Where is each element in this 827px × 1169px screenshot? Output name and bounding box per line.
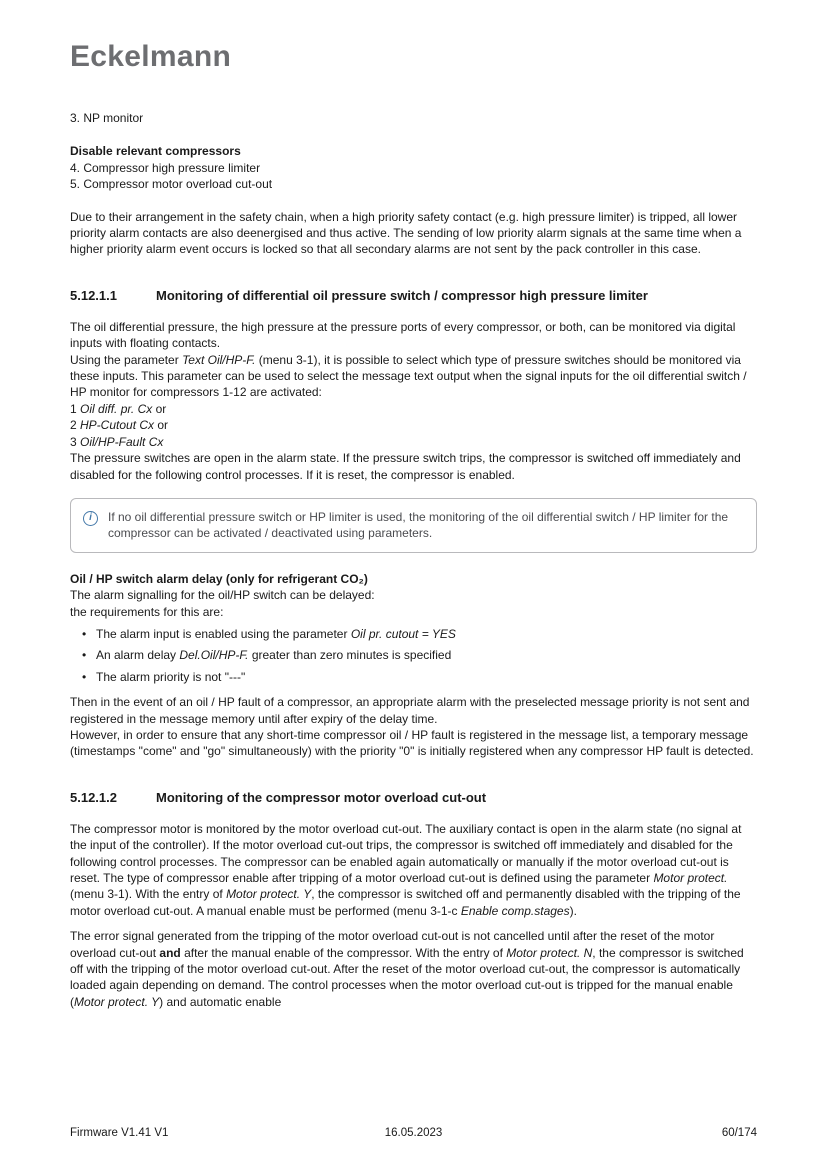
delay-paragraph-2: However, in order to ensure that any short-time compressor oil / HP fault is registered in the message list, a temporary message (timestamps "come" and "go" simultaneously) with the priority "0" is initially registered when any compressor HP fault is detected. — [70, 727, 754, 759]
section-title: Monitoring of differential oil pressure switch / compressor high pressure limiter — [156, 287, 648, 303]
info-note-box — [70, 498, 757, 553]
eckelmann-logo: Eckelmann — [70, 40, 232, 73]
oil-pressure-paragraph-2: Using the parameter Text Oil/HP-F. (menu 3-1), it is possible to select which type of pressure switches should be monitored via these inputs. This parameter can be used to select the message text output when the signal inputs for the oil differential switch / HP monitor for compressors 1-12 are activated: — [70, 352, 747, 400]
footer-firmware-version: Firmware V1.41 V1 — [70, 1126, 169, 1139]
message-option-1: 1 Oil diff. pr. Cx or — [70, 401, 167, 416]
motor-overload-paragraph-2: The error signal generated from the tripping of the motor overload cut-out is not cancelled until after the reset of the motor overload cut-out and after the manual enable of the compressor. With the entry of Motor protect. N, the compressor is switched off with the tripping of the motor overload cut-out. After the reset of the motor overload cut-out, the compressor is automatically loaded again depending on demand. The control processes when the motor overload cut-out is tripped for the manual enable (Motor protect. Y) and automatic enable — [70, 929, 744, 1009]
list-item — [70, 647, 757, 663]
bullet-icon: • — [82, 648, 87, 663]
disable-compressors-heading: Disable relevant compressors — [70, 144, 241, 159]
requirements-list — [70, 626, 757, 685]
safety-chain-paragraph: Due to their arrangement in the safety chain, when a high priority safety contact (e.g. high pressure limiter) is tripped, all lower priority alarm contacts are also deenergised and thus active. The sending of low priority alarm signals at the same time when a higher priority alarm event occurs is locked so that all secondary alarms are not sent by the pack controller in this case. — [70, 209, 742, 257]
section-number: 5.12.1.2 — [70, 789, 117, 805]
footer-date: 16.05.2023 — [384, 1126, 443, 1139]
bullet-icon: • — [82, 626, 87, 641]
page-footer — [70, 1125, 757, 1141]
info-note-text: If no oil differential pressure switch or HP limiter is used, the monitoring of the oil differential switch / HP limiter for the compressor can be activated / deactivated using parameters. — [108, 509, 729, 541]
list-item — [70, 626, 757, 642]
section-heading-5-12-1-1 — [70, 287, 757, 304]
oil-pressure-paragraph-1: The oil differential pressure, the high pressure at the pressure ports of every compressor, or both, can be monitored via digital inputs with floating contacts. — [70, 319, 736, 351]
message-option-2: 2 HP-Cutout Cx or — [70, 418, 169, 433]
motor-overload-paragraph-1: The compressor motor is monitored by the motor overload cut-out. The auxiliary contact is open in the alarm state (no signal at the input of the controller). If the motor overload cut-out trips, the compressor is switched off immediately and disabled for the following control processes. The compressor can be enabled again automatically or manually if the motor overload cut-out is reset. The type of compressor enable after tripping of a motor overload cut-out is defined using the parameter Motor protect. (menu 3-1). With the entry of Motor protect. Y, the compressor is switched off and permanently disabled with the tripping of the motor overload cut-out. A manual enable must be performed (menu 3-1-c Enable comp.stages). — [70, 821, 742, 918]
delay-paragraph-1: Then in the event of an oil / HP fault of a compressor, an appropriate alarm with the preselected message priority is not sent and registered in the message memory until after expiry of the delay time. — [70, 695, 750, 726]
alarm-delay-line-1: The alarm signalling for the oil/HP switch can be delayed: — [70, 588, 375, 603]
list-item-4: 4. Compressor high pressure limiter — [70, 160, 261, 175]
section-title: Monitoring of the compressor motor overload cut-out — [156, 789, 487, 805]
np-monitor-item: 3. NP monitor — [70, 111, 144, 125]
list-item-text: The alarm input is enabled using the parameter Oil pr. cutout = YES — [96, 626, 456, 641]
message-option-3: 3 Oil/HP-Fault Cx — [70, 434, 164, 449]
section-heading-5-12-1-2 — [70, 789, 757, 806]
alarm-delay-heading: Oil / HP switch alarm delay (only for refrigerant CO₂) — [70, 571, 368, 586]
oil-pressure-paragraph-3: The pressure switches are open in the alarm state. If the pressure switch trips, the compressor is switched off immediately and disabled for the following control processes. If it is reset, the compressor is enabled. — [70, 451, 741, 482]
page-content — [70, 0, 757, 1010]
list-item-5: 5. Compressor motor overload cut-out — [70, 177, 273, 192]
section-number: 5.12.1.1 — [70, 287, 117, 303]
info-icon: i — [83, 511, 98, 526]
alarm-delay-line-2: the requirements for this are: — [70, 604, 224, 619]
footer-page-number: 60/174 — [721, 1126, 757, 1139]
list-item — [70, 669, 757, 685]
list-item-text: The alarm priority is not "---" — [96, 669, 246, 684]
bullet-icon: • — [82, 669, 87, 684]
list-item-text: An alarm delay Del.Oil/HP-F. greater than zero minutes is specified — [96, 648, 452, 663]
